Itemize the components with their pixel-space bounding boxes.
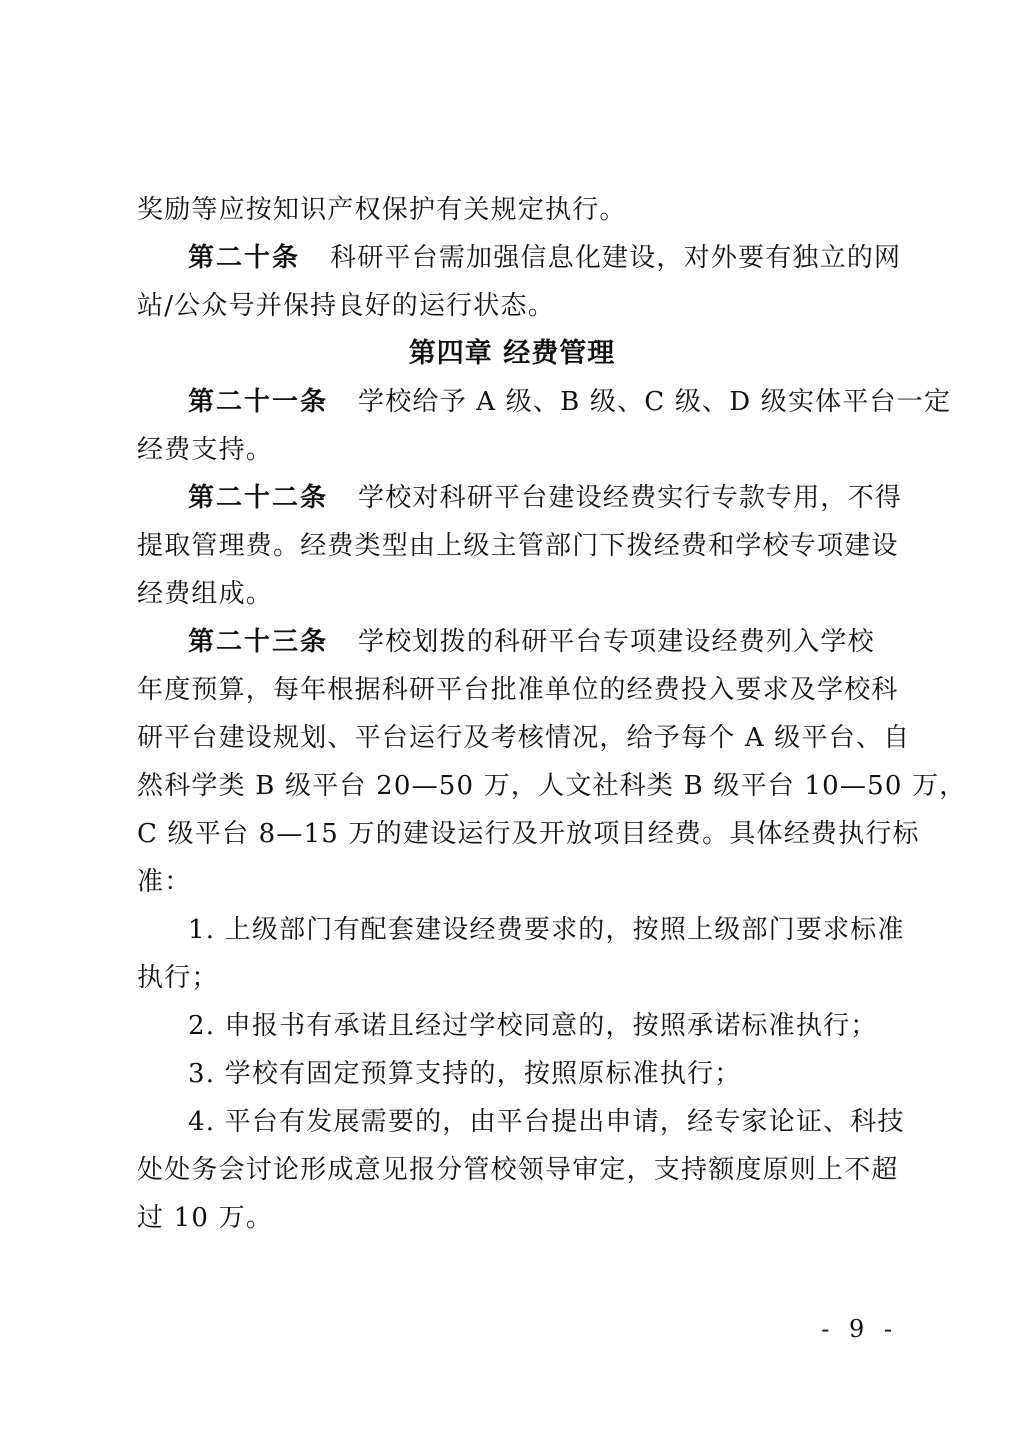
paragraph-line: 奖励等应按知识产权保护有关规定执行。 [137,195,627,225]
paragraph-line: 执行； [137,963,219,993]
paragraph-line: 年度预算，每年根据科研平台批准单位的经费投入要求及学校科 [137,675,899,705]
list-item-1: 1. 上级部门有配套建设经费要求的，按照上级部门要求标准 [188,915,905,945]
paragraph-line: 过 10 万。 [137,1203,274,1233]
paragraph-line: 处处务会讨论形成意见报分管校领导审定，支持额度原则上不超 [137,1155,899,1185]
paragraph-line: 经费支持。 [137,435,274,465]
paragraph-line: 研平台建设规划、平台运行及考核情况，给予每个 A 级平台、自 [137,723,911,753]
article-23-heading-line: 第二十三条 学校划拨的科研平台专项建设经费列入学校 [188,627,875,657]
article-20-heading-line: 第二十条 科研平台需加强信息化建设，对外要有独立的网 [188,243,902,273]
page-number: - 9 - [821,1315,898,1343]
list-item-2: 2. 申报书有承诺且经过学校同意的，按照承诺标准执行； [188,1011,878,1041]
paragraph-line: 站/公众号并保持良好的运行状态。 [137,291,555,321]
article-number: 第二十条 [188,243,301,273]
article-number: 第二十一条 [188,387,329,417]
article-number: 第二十二条 [188,483,329,513]
paragraph-line: C 级平台 8—15 万的建设运行及开放项目经费。具体经费执行标 [137,819,920,849]
chapter-title: 第四章 经费管理 [408,338,616,369]
list-item-3: 3. 学校有固定预算支持的，按照原标准执行； [188,1059,742,1089]
paragraph-line: 准： [137,867,192,897]
article-22-heading-line: 第二十二条 学校对科研平台建设经费实行专款专用，不得 [188,483,903,513]
paragraph-line: 经费组成。 [137,579,274,609]
list-item-4: 4. 平台有发展需要的，由平台提出申请，经专家论证、科技 [188,1107,905,1137]
paragraph-line: 然科学类 B 级平台 20—50 万，人文社科类 B 级平台 10—50 万， [137,771,967,801]
article-21-heading-line: 第二十一条 学校给予 A 级、B 级、C 级、D 级实体平台一定 [188,387,952,417]
article-number: 第二十三条 [188,627,329,657]
paragraph-line: 提取管理费。经费类型由上级主管部门下拨经费和学校专项建设 [137,531,899,561]
